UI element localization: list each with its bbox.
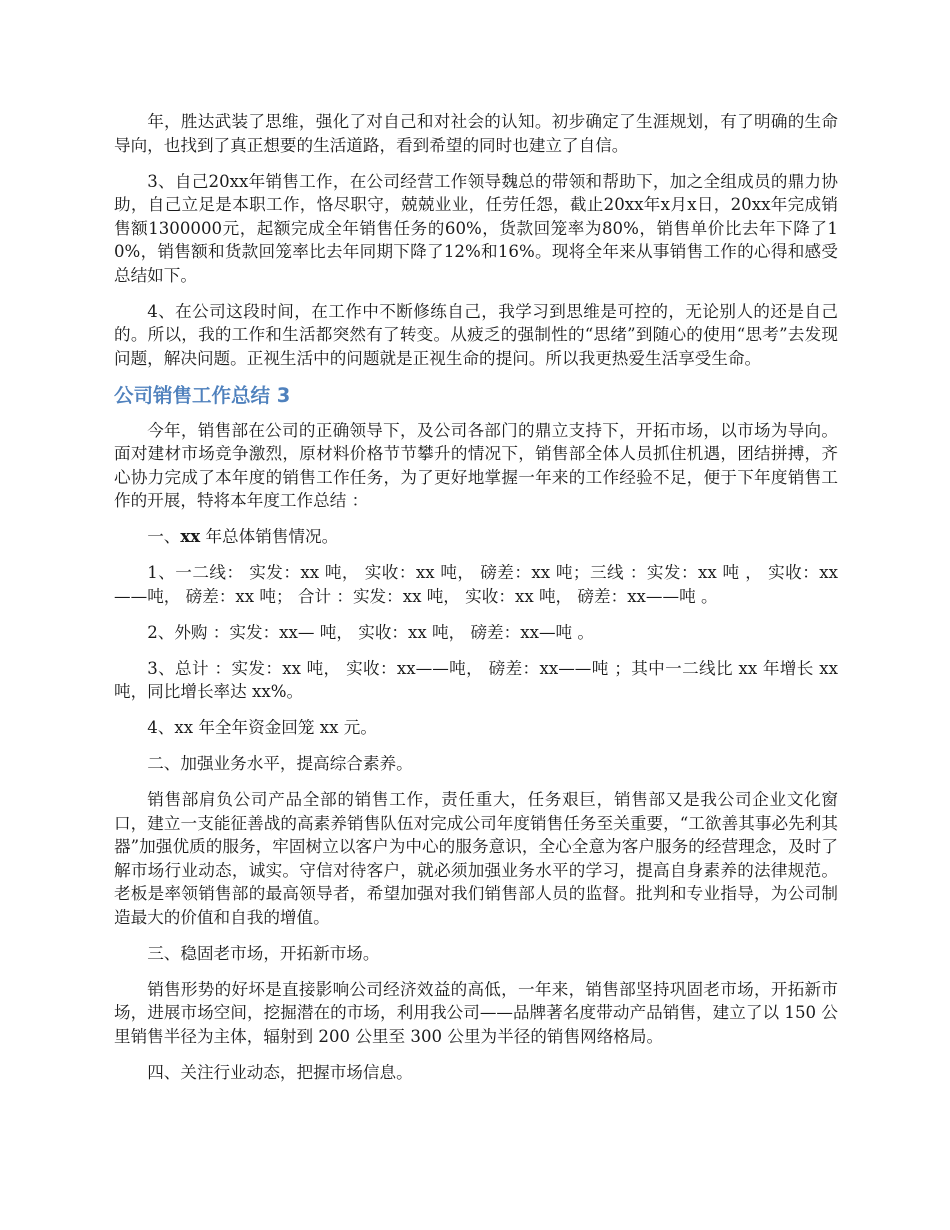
- sales-payment-collected: 4、xx 年全年资金回笼 xx 元。: [147, 718, 377, 737]
- item-4-heading: 四、关注行业动态，把握市场信息。: [147, 1062, 413, 1082]
- item-2-heading: 二、加强业务水平，提高综合素养。: [147, 754, 413, 773]
- item-1-heading: [114, 525, 838, 549]
- item-1-prefix: 一、: [147, 527, 181, 546]
- paragraph-item-2: 销售部肩负公司产品全部的销售工作，责任重大，任务艰巨，销售部又是我公司企业文化窗口，建立一支能征善战的高素养销售队伍对完成公司年度销售任务至关重要，“工欲善其事必先利其器”加强优质的服务，牢固树立以客户为中心的服务意识，全心全意为客户服务的经营理念，及时了解市场行业动态，诚实。守信对待客户，就必须加强业务水平的学习，提高自身素养的法律规范。老板是率领销售部的最高领导者，希望加强对我们销售部人员的监督。批判和专业指导，为公司制造最大的价值和自我的增值。: [114, 790, 838, 927]
- paragraph-point-3: 3、自己20xx年销售工作，在公司经营工作领导魏总的带领和帮助下，加之全组成员的鼎力协助，自己立足是本职工作，恪尽职守，兢兢业业，任劳任怨，截止20xx年x月x日，20xx年完成销售额1300000元，起额完成全年销售任务的60%，货款回笼率为80%，销售单价比去年下降了10%，销售额和货款回笼率比去年同期下降了12%和16%。现将全年来从事销售工作的心得和感受总结如下。: [114, 171, 838, 285]
- sales-total: 3、总计 ：实发：xx 吨， 实收：xx——吨， 磅差：xx——吨 ；其中一二线比 xx 年增长 xx 吨，同比增长率达 xx%。: [114, 658, 838, 701]
- sales-line-1-2: 1、一二线： 实发：xx 吨， 实收：xx 吨， 磅差：xx 吨；三线 ：实发：xx 吨 ， 实收：xx——吨， 磅差：xx 吨； 合计 ：实发：xx 吨， 实收：xx 吨， 磅差：xx——吨 。: [114, 563, 838, 606]
- item-1-year: xx: [180, 526, 201, 546]
- sales-purchased: 2、外购 ：实发：xx— 吨， 实收：xx 吨， 磅差：xx—吨 。: [147, 622, 595, 642]
- paragraph-point-4: 4、在公司这段时间，在工作中不断修练自己，我学习到思维是可控的，无论别人的还是自己的。所以，我的工作和生活都突然有了转变。从疲乏的强制性的“思绪”到随心的使用“思考”去发现问题，解决问题。正视生活中的问题就是正视生命的提问。所以我更热爱生活享受生命。: [114, 301, 838, 368]
- paragraph-continuation: 年，胜达武装了思维，强化了对自己和对社会的认知。初步确定了生涯规划，有了明确的生命导向，也找到了真正想要的生活道路，看到希望的同时也建立了自信。: [114, 112, 838, 155]
- document-body: [114, 110, 838, 1097]
- paragraph-intro: 今年，销售部在公司的正确领导下，及公司各部门的鼎立支持下，开拓市场，以市场为导向。面对建材市场竞争激烈，原材料价格节节攀升的情况下，销售部全体人员抓住机遇，团结拼搏，齐心协力完成了本年度的销售工作任务，为了更好地掌握一年来的工作经验不足，便于下年度销售工作的开展，特将本年度工作总结 ：: [114, 420, 838, 510]
- item-1-suffix: 年总体销售情况。: [200, 527, 339, 546]
- paragraph-item-3: 销售形势的好坏是直接影响公司经济效益的高低，一年来，销售部坚持巩固老市场，开拓新市场，进展市场空间，挖掘潜在的市场，利用我公司——品牌著名度带动产品销售，建立了以 150 公里销售半径为主体，辐射到 200 公里至 300 公里为半径的销售网络格局。: [114, 979, 838, 1046]
- item-3-heading: 三、稳固老市场，开拓新市场。: [147, 943, 380, 963]
- section-heading: 公司销售工作总结 3: [114, 383, 291, 407]
